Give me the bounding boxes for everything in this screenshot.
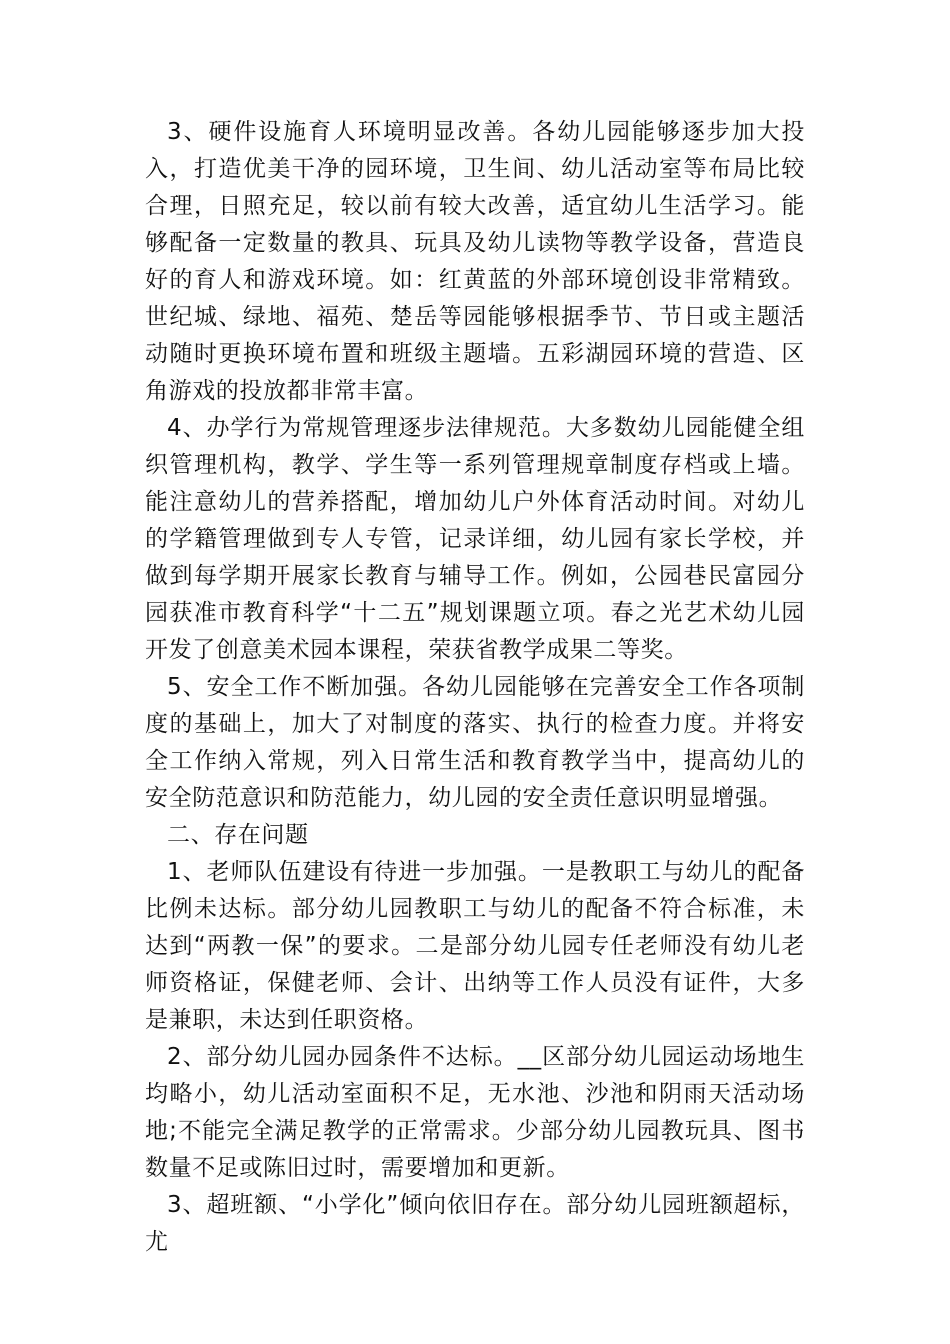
paragraph-safety-work: 5、安全工作不断加强。各幼儿园能够在完善安全工作各项制度的基础上，加大了对制度的落实、执行的检查力度。并将安全工作纳入常规，列入日常生活和教育教学当中，提高幼儿的安全防范意识和防范能力，幼儿园的安全责任意识明显增强。 [145, 674, 805, 811]
paragraph-issue-class-size: 3、超班额、“小学化”倾向依旧存在。部分幼儿园班额超标，尤 [145, 1192, 805, 1255]
paragraph-issue-teachers: 1、老师队伍建设有待进一步加强。一是教职工与幼儿的配备比例未达标。部分幼儿园教职工与幼儿的配备不符合标准，未达到“两教一保”的要求。二是部分幼儿园专任老师没有幼儿老师资格证，保健老师、会计、出纳等工作人员没有证件，大多是兼职，未达到任职资格。 [145, 859, 805, 1033]
paragraph-hardware-facilities: 3、硬件设施育人环境明显改善。各幼儿园能够逐步加大投入，打造优美干净的园环境，卫生间、幼儿活动室等布局比较合理，日照充足，较以前有较大改善，适宜幼儿生活学习。能够配备一定数量的教具、玩具及幼儿读物等教学设备，营造良好的育人和游戏环境。如：红黄蓝的外部环境创设非常精致。世纪城、绿地、福苑、楚岳等园能够根据季节、节日或主题活动随时更换环境布置和班级主题墙。五彩湖园环境的营造、区角游戏的投放都非常丰富。 [145, 119, 805, 404]
paragraph-management-regulation: 4、办学行为常规管理逐步法律规范。大多数幼儿园能健全组织管理机构，教学、学生等一系列管理规章制度存档或上墙。能注意幼儿的营养搭配，增加幼儿户外体育活动时间。对幼儿的学籍管理做到专人专管，记录详细，幼儿园有家长学校，并做到每学期开展家长教育与辅导工作。例如，公园巷民富园分园获准市教育科学“十二五”规划课题立项。春之光艺术幼儿园开发了创意美术园本课程，荣获省教学成果二等奖。 [145, 415, 805, 663]
section-heading-problems: 二、存在问题 [167, 822, 309, 848]
paragraph-issue-conditions: 2、部分幼儿园办园条件不达标。__区部分幼儿园运动场地生均略小，幼儿活动室面积不足，无水池、沙池和阴雨天活动场地;不能完全满足教学的正常需求。少部分幼儿园教玩具、图书数量不足或陈旧过时，需要增加和更新。 [145, 1044, 805, 1181]
document-body [145, 114, 805, 1261]
